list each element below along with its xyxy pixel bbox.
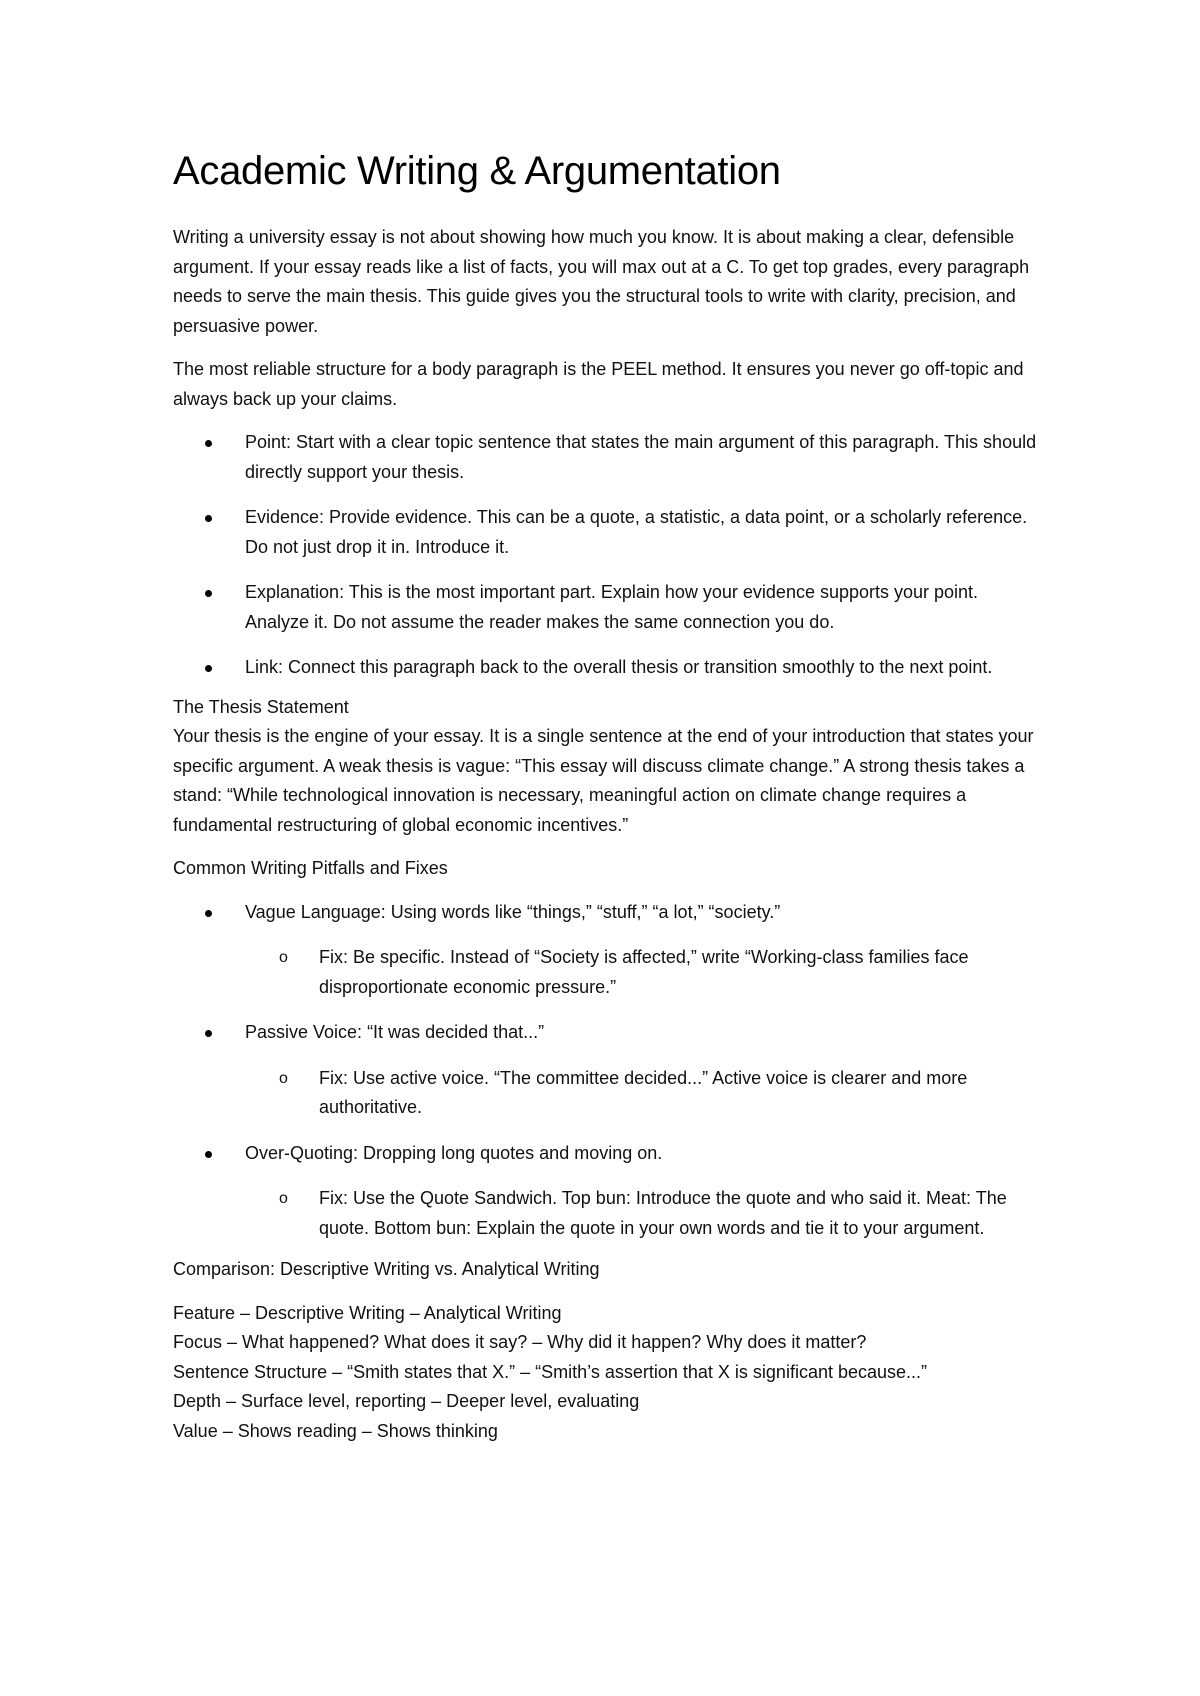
document-title: Academic Writing & Argumentation [173,149,781,193]
pitfall-fix [173,943,1043,1002]
pitfall-fix [173,1184,1043,1243]
peel-item-point [173,428,1043,487]
bullet-icon [205,1030,212,1037]
thesis-heading: The Thesis Statement [173,696,349,717]
peel-item-evidence [173,503,1043,562]
sub-bullet-icon: o [279,1069,288,1087]
bullet-icon [205,910,212,917]
peel-item-text: Link: Connect this paragraph back to the overall thesis or transition smoothly to the next point. [245,657,993,677]
peel-intro-paragraph: The most reliable structure for a body paragraph is the PEEL method. It ensures you never go off-topic and always back up your claims. [173,359,1024,409]
pitfall-item [173,1018,1043,1123]
peel-item-explanation [173,578,1043,637]
pitfalls-heading: Common Writing Pitfalls and Fixes [173,858,448,878]
pitfall-fix-list [245,1064,1043,1123]
pitfall-fix-list [245,943,1043,1002]
bullet-icon [205,665,212,672]
comparison-row: Focus – What happened? What does it say? – Why did it happen? Why does it matter? [173,1332,867,1352]
thesis-paragraph: Your thesis is the engine of your essay. It is a single sentence at the end of your introduction that states your specific argument. A weak thesis is vague: “This essay will discuss climate change.” A strong thesis takes a stand: “While technological innovation is necessary, meaningful action on climate change requires a fundamental restructuring of global economic incentives.” [173,726,1034,835]
pitfall-label: Vague Language: Using words like “things,” “stuff,” “a lot,” “society.” [245,901,781,922]
peel-list [173,428,1043,683]
pitfalls-list [173,898,1043,1244]
comparison-table [173,1299,1043,1447]
comparison-row-header: Feature – Descriptive Writing – Analytical Writing [173,1302,562,1323]
comparison-row: Sentence Structure – “Smith states that X.” – “Smith’s assertion that X is significant because...” [173,1361,928,1382]
peel-item-text: Explanation: This is the most important part. Explain how your evidence supports your point. Analyze it. Do not assume the reader makes the same connection you do. [245,582,979,632]
peel-item-text: Evidence: Provide evidence. This can be a quote, a statistic, a data point, or a scholarly reference. Do not just drop it in. Introduce it. [245,507,1028,557]
pitfall-fix-text: Fix: Use the Quote Sandwich. Top bun: Introduce the quote and who said it. Meat: The quote. Bottom bun: Explain the quote in your own words and tie it to your argument. [319,1188,1007,1238]
sub-bullet-icon: o [279,1190,288,1207]
pitfall-fix-text: Fix: Use active voice. “The committee decided...” Active voice is clearer and more authoritative. [319,1067,968,1117]
pitfall-label: Over-Quoting: Dropping long quotes and moving on. [245,1142,663,1163]
pitfall-item [173,1139,1043,1244]
sub-bullet-icon: o [279,949,288,966]
peel-item-text: Point: Start with a clear topic sentence that states the main argument of this paragraph. This should directly support your thesis. [245,432,1037,482]
pitfall-fix [173,1064,1043,1123]
pitfall-fix-text: Fix: Be specific. Instead of “Society is affected,” write “Working-class families face disproportionate economic pressure.” [319,947,969,997]
comparison-row: Depth – Surface level, reporting – Deeper level, evaluating [173,1391,640,1411]
document-page [173,145,1043,1446]
bullet-icon [205,515,212,522]
bullet-icon [205,590,212,597]
bullet-icon [205,1151,212,1158]
peel-item-link [173,653,1043,683]
comparison-row: Value – Shows reading – Shows thinking [173,1420,498,1441]
pitfall-fix-list [245,1184,1043,1243]
pitfall-label: Passive Voice: “It was decided that...” [245,1022,545,1042]
pitfall-item [173,898,1043,1003]
bullet-icon [205,440,212,447]
comparison-heading: Comparison: Descriptive Writing vs. Analytical Writing [173,1259,600,1279]
intro-paragraph: Writing a university essay is not about showing how much you know. It is about making a clear, defensible argument. If your essay reads like a list of facts, you will max out at a C. To get top grades, every paragraph needs to serve the main thesis. This guide gives you the structural tools to write with clarity, precision, and persuasive power. [173,227,1030,336]
